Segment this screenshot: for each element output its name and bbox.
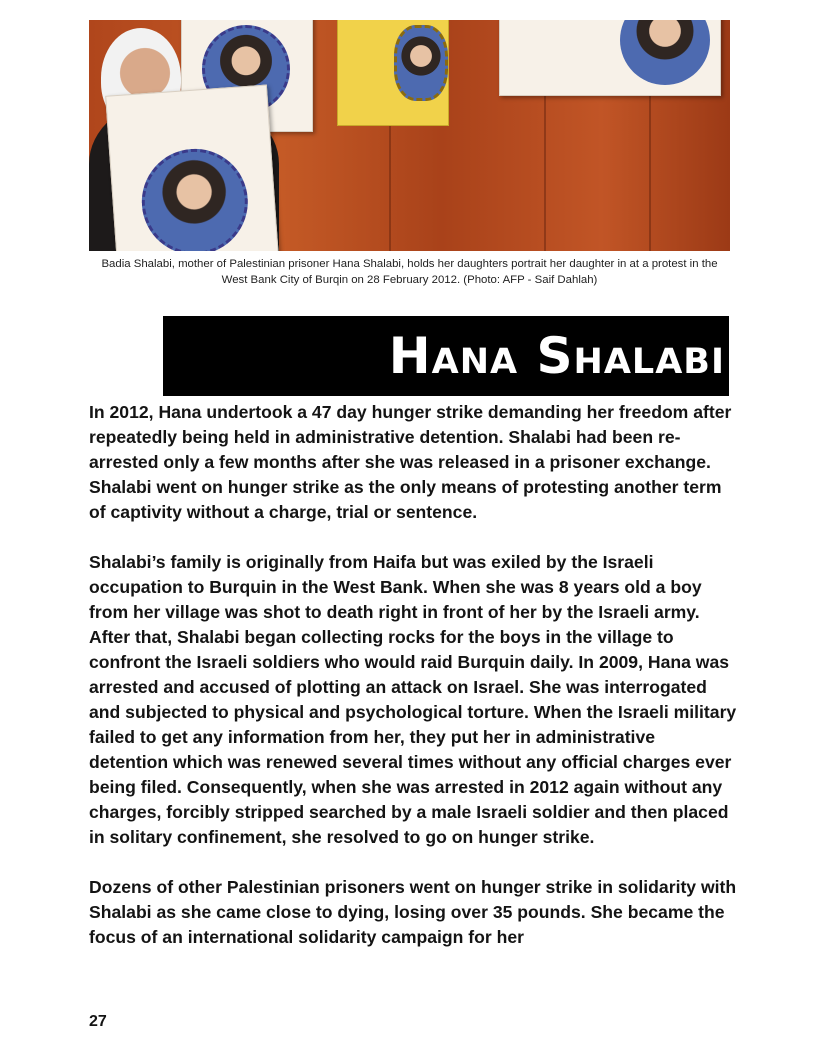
page-title: Hana Shalabi [388, 327, 725, 385]
photo-caption: Badia Shalabi, mother of Palestinian prisoner Hana Shalabi, holds her daughters portrait her daughter in at a protest in the West Bank City of Burqin on 28 February 2012. (Photo: AFP - Saif Dahlah) [101, 258, 718, 286]
page-number: 27 [89, 1013, 107, 1030]
held-poster [105, 85, 279, 251]
protest-photo [89, 20, 730, 251]
poster-top-right [499, 20, 721, 96]
paragraph-1: In 2012, Hana undertook a 47 day hunger strike demanding her freedom after repeatedly being held in administrative detention. Shalabi had been re-arrested only a few months after she was released in a prisoner exchange. Shalabi went on hunger strike as the only means of protesting another term of captivity without a charge, trial or sentence. [89, 402, 732, 522]
article-body [89, 400, 739, 975]
poster-yellow [337, 20, 449, 126]
paragraph-2: Shalabi’s family is originally from Haifa but was exiled by the Israeli occupation to Burquin in the West Bank. When she was 8 years old a boy from her village was shot to death right in front of her by the Israeli army. After that, Shalabi began collecting rocks for the boys in the village to confront the Israeli soldiers who would raid Burquin daily. In 2009, Hana was arrested and accused of plotting an attack on Israel. She was interrogated and subjected to physical and psychological torture. When the Israeli military failed to get any information from her, they put her in administrative detention which was renewed several times without any official charges ever being filed. Consequently, when she was arrested in 2012 again without any charges, forcibly stripped searched by a male Israeli soldier and then placed in solitary confinement, she resolved to go on hunger strike. [89, 552, 737, 847]
title-banner [163, 316, 729, 396]
paragraph-3: Dozens of other Palestinian prisoners went on hunger strike in solidarity with Shalabi as she came close to dying, losing over 35 pounds. She became the focus of an international solidarity campaign for her [89, 877, 737, 947]
